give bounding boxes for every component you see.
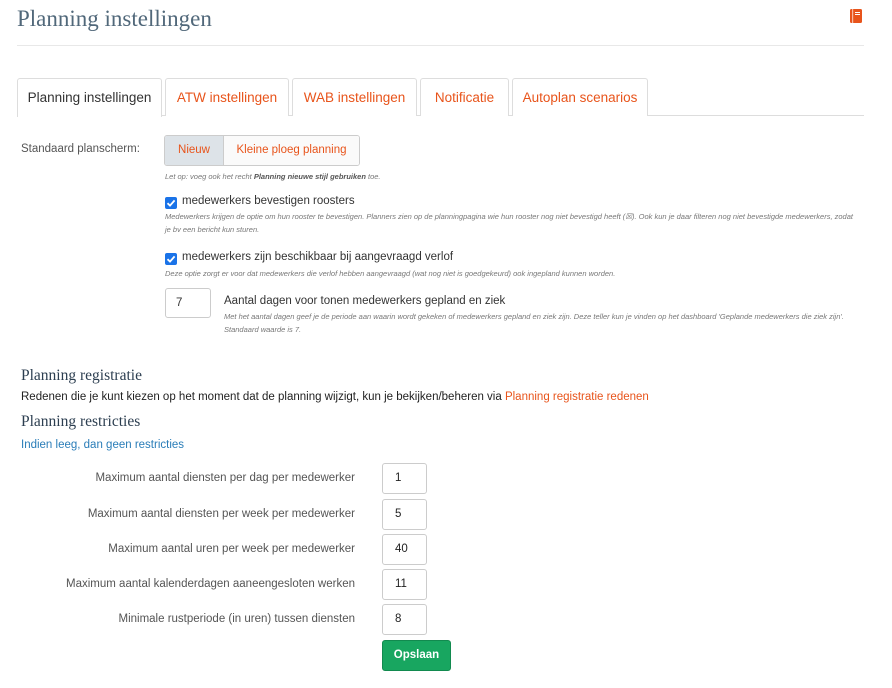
planscherm-hint: Let op: voeg ook het recht Planning nieuwe stijl gebruiken toe. xyxy=(165,172,381,181)
confirm-rosters-hint: Medewerkers krijgen de optie om hun rooster te bevestigen. Planners zien op de planningpagina wie hun rooster nog niet bevestigd heeft (☒). Ook kun je daar filteren nog niet bevestigde medewerkers, zodat je bv een bericht kun sturen. xyxy=(165,212,853,234)
registratie-redenen-link[interactable]: Planning registratie redenen xyxy=(504,391,649,403)
max-kalenderdagen-input[interactable]: 11 xyxy=(382,569,427,600)
tab-autoplan-scenarios[interactable]: Autoplan scenarios xyxy=(512,78,648,116)
confirm-rosters-checkbox[interactable] xyxy=(165,197,177,209)
book-icon[interactable] xyxy=(849,8,863,24)
available-on-leave-checkbox[interactable] xyxy=(165,253,177,265)
max-diensten-dag-input[interactable]: 1 xyxy=(382,463,427,494)
tab-bar xyxy=(17,78,864,116)
max-uren-week-label: Maximum aantal uren per week per medewerker xyxy=(108,543,355,555)
confirm-rosters-label: medewerkers bevestigen roosters xyxy=(182,195,355,207)
days-sick-input[interactable]: 7 xyxy=(165,288,211,318)
nieuw-button[interactable]: Nieuw xyxy=(165,136,224,165)
days-sick-label: Aantal dagen voor tonen medewerkers gepland en ziek xyxy=(224,295,506,307)
tab-atw-instellingen[interactable]: ATW instellingen xyxy=(165,78,289,116)
page-title: Planning instellingen xyxy=(17,6,212,31)
tab-planning-instellingen[interactable]: Planning instellingen xyxy=(17,78,162,117)
restricties-heading: Planning restricties xyxy=(21,413,141,430)
days-sick-hint: Met het aantal dagen geef je de periode aan waarin wordt gekeken of medewerkers gepland en ziek zijn. Deze teller kun je vinden op het dashboard 'Geplande medewerkers die ziek zijn'. Standaard waarde is 7. xyxy=(224,312,844,334)
standaard-planscherm-label: Standaard planscherm: xyxy=(21,143,140,155)
available-on-leave-label: medewerkers zijn beschikbaar bij aangevraagd verlof xyxy=(182,251,454,263)
max-kalenderdagen-label: Maximum aantal kalenderdagen aaneengesloten werken xyxy=(66,578,355,590)
save-button[interactable]: Opslaan xyxy=(382,640,451,671)
min-rustperiode-input[interactable]: 8 xyxy=(382,604,427,635)
registratie-heading: Planning registratie xyxy=(21,367,142,384)
tab-notificatie[interactable]: Notificatie xyxy=(420,78,509,116)
kleine-ploeg-planning-button[interactable]: Kleine ploeg planning xyxy=(224,136,359,165)
tab-wab-instellingen[interactable]: WAB instellingen xyxy=(292,78,417,116)
registratie-text: Redenen die je kunt kiezen op het moment dat de planning wijzigt, kun je bekijken/beheren via Planning registratie redenen xyxy=(21,391,649,403)
min-rustperiode-label: Minimale rustperiode (in uren) tussen diensten xyxy=(118,613,355,625)
title-divider xyxy=(17,45,864,46)
planscherm-toggle xyxy=(164,135,360,166)
max-diensten-dag-label: Maximum aantal diensten per dag per medewerker xyxy=(95,472,355,484)
available-on-leave-hint: Deze optie zorgt er voor dat medewerkers die verlof hebben aangevraagd (wat nog niet is goedgekeurd) ook ingepland kunnen worden. xyxy=(165,269,616,278)
max-uren-week-input[interactable]: 40 xyxy=(382,534,427,565)
max-diensten-week-input[interactable]: 5 xyxy=(382,499,427,530)
max-diensten-week-label: Maximum aantal diensten per week per medewerker xyxy=(87,508,355,520)
restricties-note: Indien leeg, dan geen restricties xyxy=(21,439,185,451)
